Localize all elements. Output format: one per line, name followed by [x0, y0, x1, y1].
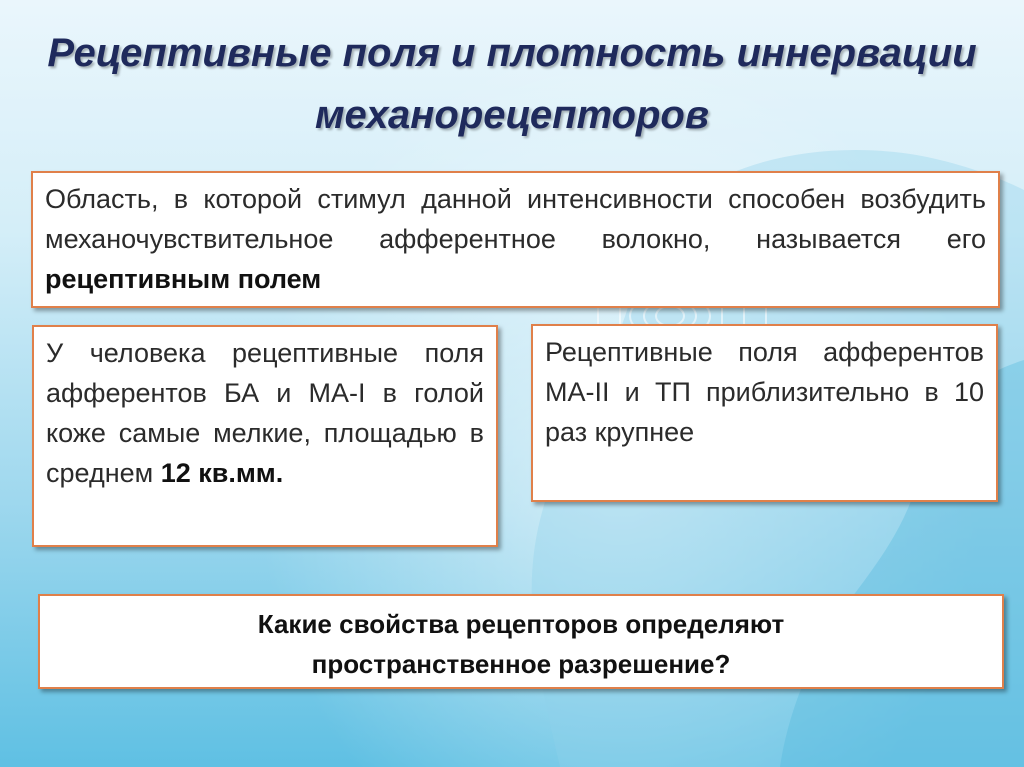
ma2-fields-text: Рецептивные поля афферентов МА-II и ТП приблизительно в 10 раз крупнее: [545, 337, 984, 447]
question-box: [38, 594, 1004, 689]
human-fields-text: У человека рецептивные поля афферентов БА и МА-I в голой коже самые мелкие, площадью в среднем: [46, 338, 484, 488]
question-line-1: Какие свойства рецепторов определяют: [257, 609, 785, 639]
slide-title: Рецептивные поля и плотность иннервации механорецепторов: [47, 31, 977, 137]
definition-text: Область, в которой стимул данной интенсивности способен возбудить механочувствительное афферентное волокно, называется его: [45, 184, 986, 254]
ma2-receptive-fields-box: [531, 324, 998, 502]
human-fields-area: 12 кв.мм.: [160, 458, 284, 488]
definition-box: [31, 171, 1000, 308]
question-line-2: пространственное разрешение?: [311, 649, 731, 679]
definition-term: рецептивным полем: [45, 264, 322, 294]
human-receptive-fields-box: [32, 325, 498, 547]
